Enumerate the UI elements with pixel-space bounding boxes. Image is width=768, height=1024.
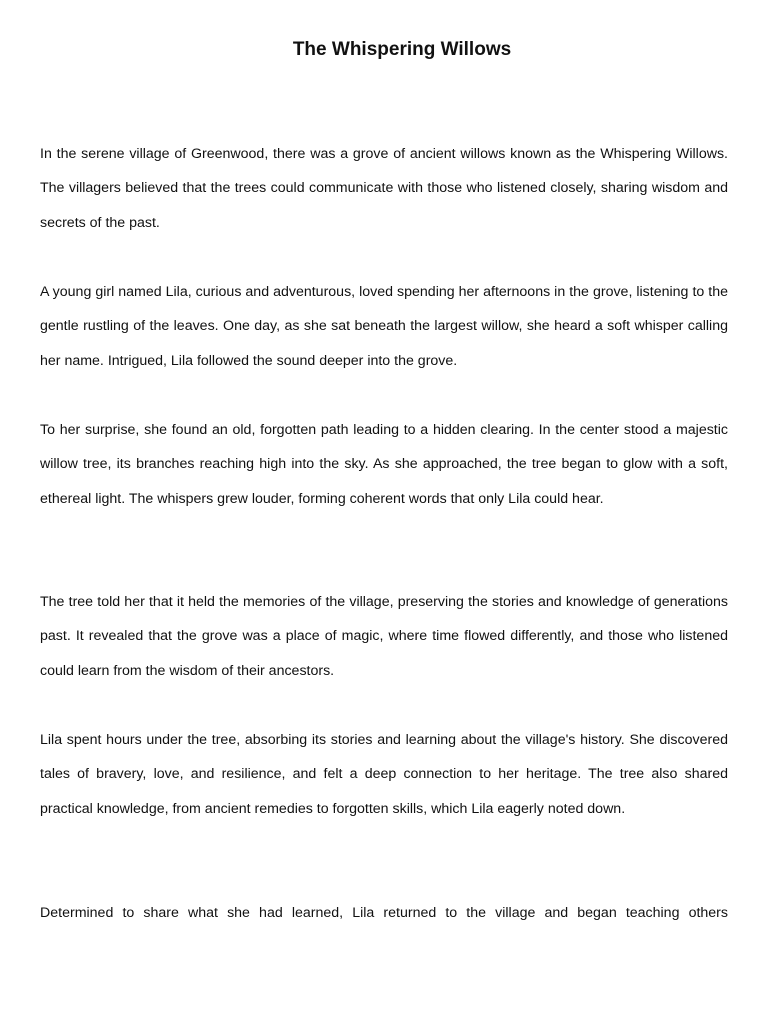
paragraph: Lila spent hours under the tree, absorbing its stories and learning about the village's history. She discovered tales of bravery, love, and resilience, and felt a deep connection to her heritage. The tree also shared practical knowledge, from ancient remedies to forgotten skills, which Lila eagerly noted down. xyxy=(40,732,728,817)
paragraph: A young girl named Lila, curious and adventurous, loved spending her afternoons in the grove, listening to the gentle rustling of the leaves. One day, as she sat beneath the largest willow, she heard a soft whisper calling her name. Intrigued, Lila followed the sound deeper into the grove. xyxy=(40,284,728,369)
paragraph: In the serene village of Greenwood, there was a grove of ancient willows known as the Whispering Willows. The villagers believed that the trees could communicate with those who listened closely, sharing wisdom and secrets of the past. xyxy=(40,146,728,231)
paragraph: The tree told her that it held the memories of the village, preserving the stories and knowledge of generations past. It revealed that the grove was a place of magic, where time flowed differently, and those who listened could learn from the wisdom of their ancestors. xyxy=(40,594,728,679)
paragraph: To her surprise, she found an old, forgotten path leading to a hidden clearing. In the center stood a majestic willow tree, its branches reaching high into the sky. As she approached, the tree began to glow with a soft, ethereal light. The whispers grew louder, forming coherent words that only Lila could hear. xyxy=(40,422,728,507)
page-title: The Whispering Willows xyxy=(292,39,512,60)
paragraph: Determined to share what she had learned, Lila returned to the village and began teaching others xyxy=(40,905,728,921)
